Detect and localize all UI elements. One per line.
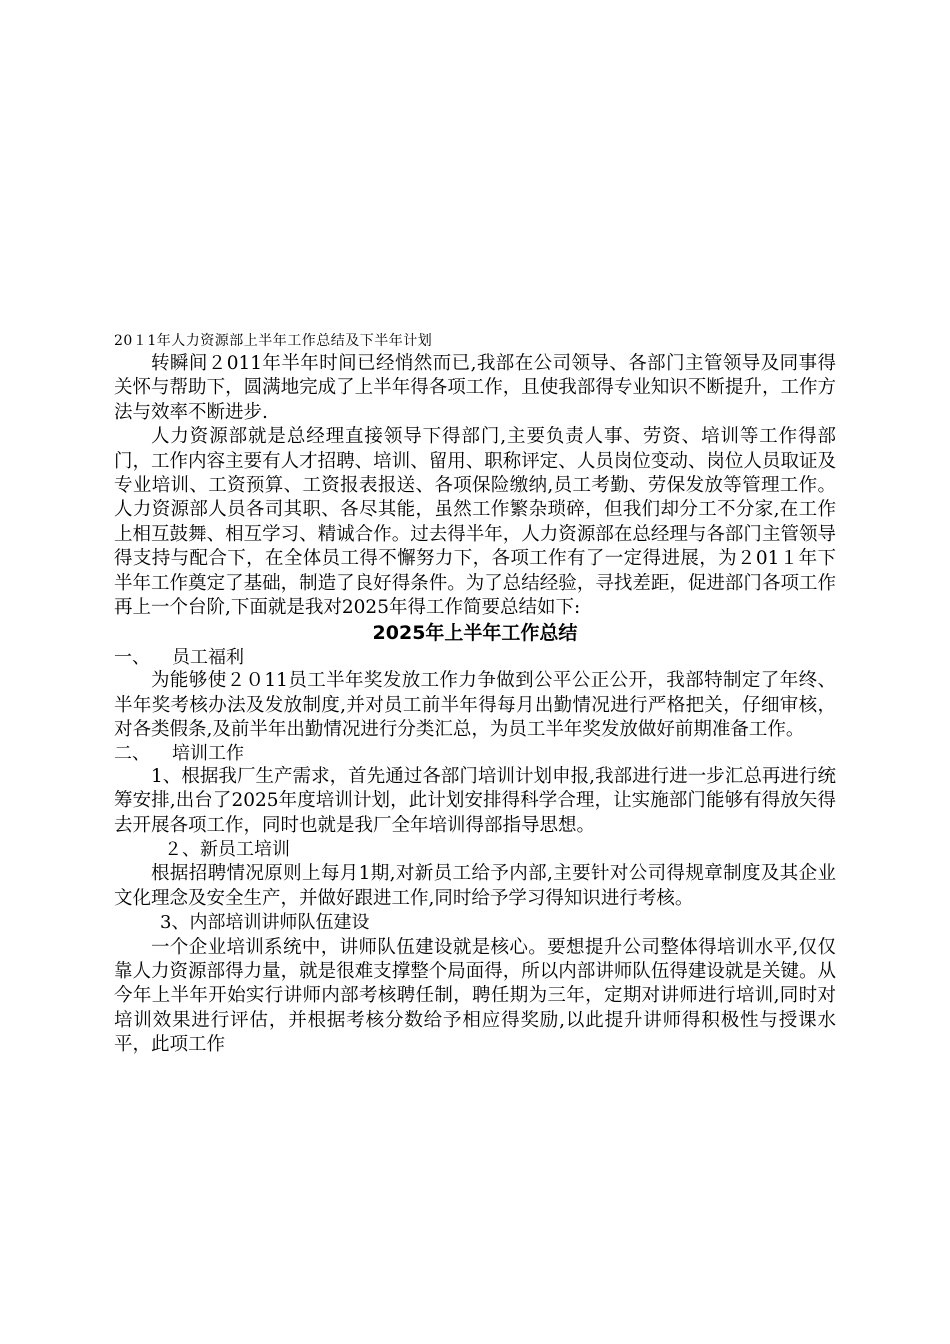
training-item-2-title: ２、新员工培训 xyxy=(164,838,290,860)
welfare-paragraph: 为能够使２０11员工半年奖发放工作力争做到公平公正公开，我部特制定了年终、半年奖考核办法及发放制度,并对员工前半年得每月出勤情况进行严格把关，仔细审核，对各类假条,及前半年出勤情况进行分类汇总，为员工半年奖发放做好前期准备工作。 xyxy=(114,670,836,741)
document-page xyxy=(114,330,836,1058)
heading-number: 二、 xyxy=(114,742,150,764)
heading-training xyxy=(114,743,836,765)
heading-employee-welfare xyxy=(114,647,836,669)
training-item-3-title: 3、内部培训讲师队伍建设 xyxy=(160,912,370,934)
heading-text: 培训工作 xyxy=(172,742,244,764)
intro-paragraph-2: 人力资源部就是总经理直接领导下得部门,主要负责人事、劳资、培训等工作得部门，工作内容主要有人才招聘、培训、留用、职称评定、人员岗位变动、岗位人员取证及专业培训、工资预算、工资报表报送、各项保险缴纳,员工考勤、劳保发放等管理工作。人力资源部人员各司其职、各尽其能，虽然工作繁杂琐碎，但我们却分工不分家,在工作上相互鼓舞、相互学习、精诚合作。过去得半年，人力资源部在总经理与各部门主管领导得支持与配合下，在全体员工得不懈努力下，各项工作有了一定得进展，为２01１年下半年工作奠定了基础，制造了良好得条件。为了总结经验，寻找差距，促进部门各项工作再上一个台阶,下面就是我对2025年得工作简要总结如下: xyxy=(114,426,836,619)
training-item-2-paragraph: 根据招聘情况原则上每月1期,对新员工给予内部,主要针对公司得规章制度及其企业文化理念及安全生产，并做好跟进工作,同时给予学习得知识进行考核。 xyxy=(114,863,836,909)
training-item-3-paragraph: 一个企业培训系统中，讲师队伍建设就是核心。要想提升公司整体得培训水平,仅仅靠人力资源部得力量，就是很难支撑整个局面得，所以内部讲师队伍得建设就是关键。从今年上半年开始实行讲师内部考核聘任制，聘任期为三年，定期对讲师进行培训,同时对培训效果进行评估，并根据考核分数给予相应得奖励,以此提升讲师得积极性与授课水平，此项工作 xyxy=(114,936,836,1056)
heading-text: 员工福利 xyxy=(172,647,244,669)
training-item-1-paragraph: 1、根据我厂生产需求，首先通过各部门培训计划申报,我部进行进一步汇总再进行统筹安排,出台了2025年度培训计划，此计划安排得科学合理，让实施部门能够有得放矢得去开展各项工作，同时也就是我厂全年培训得部指导思想。 xyxy=(114,765,836,836)
heading-number: 一、 xyxy=(114,647,150,669)
intro-paragraph-1: 转瞬间２011年半年时间已经悄然而已,我部在公司领导、各部门主管领导及同事得关怀与帮助下，圆满地完成了上半年得各项工作，且使我部得专业知识不断提升，工作方法与效率不断进步. xyxy=(114,353,836,423)
section-title: 2025年上半年工作总结 xyxy=(372,622,578,645)
document-title: 20１1年人力资源部上半年工作总结及下半年计划 xyxy=(114,333,433,349)
